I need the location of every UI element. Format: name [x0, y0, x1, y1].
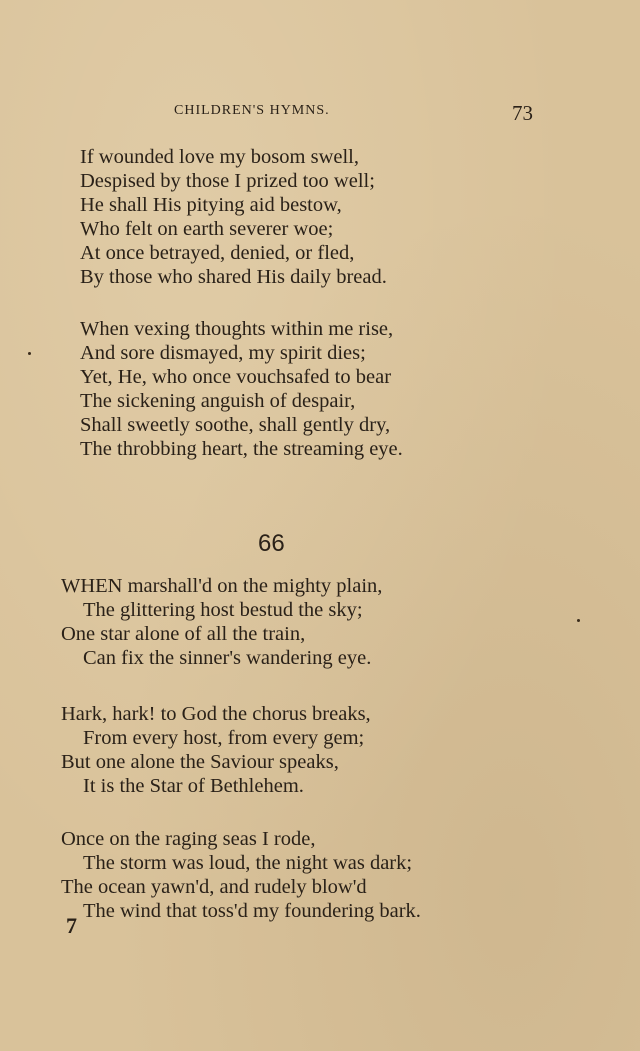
stanza-previous-1	[80, 145, 387, 289]
verse-line: Shall sweetly soothe, shall gently dry,	[80, 414, 391, 436]
page-number: 73	[512, 101, 533, 125]
verse-line: WHEN marshall'd on the mighty plain,	[61, 575, 383, 597]
verse-line: Can fix the sinner's wandering eye.	[83, 647, 372, 669]
verse-line: Hark, hark! to God the chorus breaks,	[61, 703, 371, 725]
verse-line: The throbbing heart, the streaming eye.	[80, 438, 403, 460]
paper-speck	[28, 352, 31, 355]
hymn-number: 66	[258, 530, 285, 557]
verse-line: And sore dismayed, my spirit dies;	[80, 342, 366, 364]
verse-line: Despised by those I prized too well;	[80, 170, 375, 192]
hymn-stanza-2	[61, 702, 371, 798]
verse-line: From every host, from every gem;	[83, 727, 365, 749]
verse-line: Who felt on earth severer woe;	[80, 218, 334, 240]
hymn-stanza-3	[61, 827, 421, 923]
running-title: CHILDREN'S HYMNS.	[174, 103, 330, 118]
verse-line: It is the Star of Bethlehem.	[83, 775, 304, 797]
verse-line: If wounded love my bosom swell,	[80, 146, 359, 168]
signature-mark: 7	[66, 913, 77, 938]
verse-line: Once on the raging seas I rode,	[61, 828, 316, 850]
verse-line: At once betrayed, denied, or fled,	[80, 242, 355, 264]
verse-line: The storm was loud, the night was dark;	[83, 852, 413, 874]
verse-line: The wind that toss'd my foundering bark.	[83, 900, 421, 922]
verse-line: But one alone the Saviour speaks,	[61, 751, 339, 773]
verse-line: When vexing thoughts within me rise,	[80, 318, 394, 340]
verse-line: The sickening anguish of despair,	[80, 390, 356, 412]
paper-speck	[577, 619, 580, 622]
hymn-stanza-1	[61, 574, 382, 670]
verse-line: Yet, He, who once vouchsafed to bear	[80, 366, 392, 388]
stanza-previous-2	[80, 317, 403, 461]
verse-line: He shall His pitying aid bestow,	[80, 194, 342, 216]
verse-line: By those who shared His daily bread.	[80, 266, 387, 288]
verse-line: The glittering host bestud the sky;	[83, 599, 363, 621]
verse-line: The ocean yawn'd, and rudely blow'd	[61, 876, 367, 898]
verse-line: One star alone of all the train,	[61, 623, 306, 645]
